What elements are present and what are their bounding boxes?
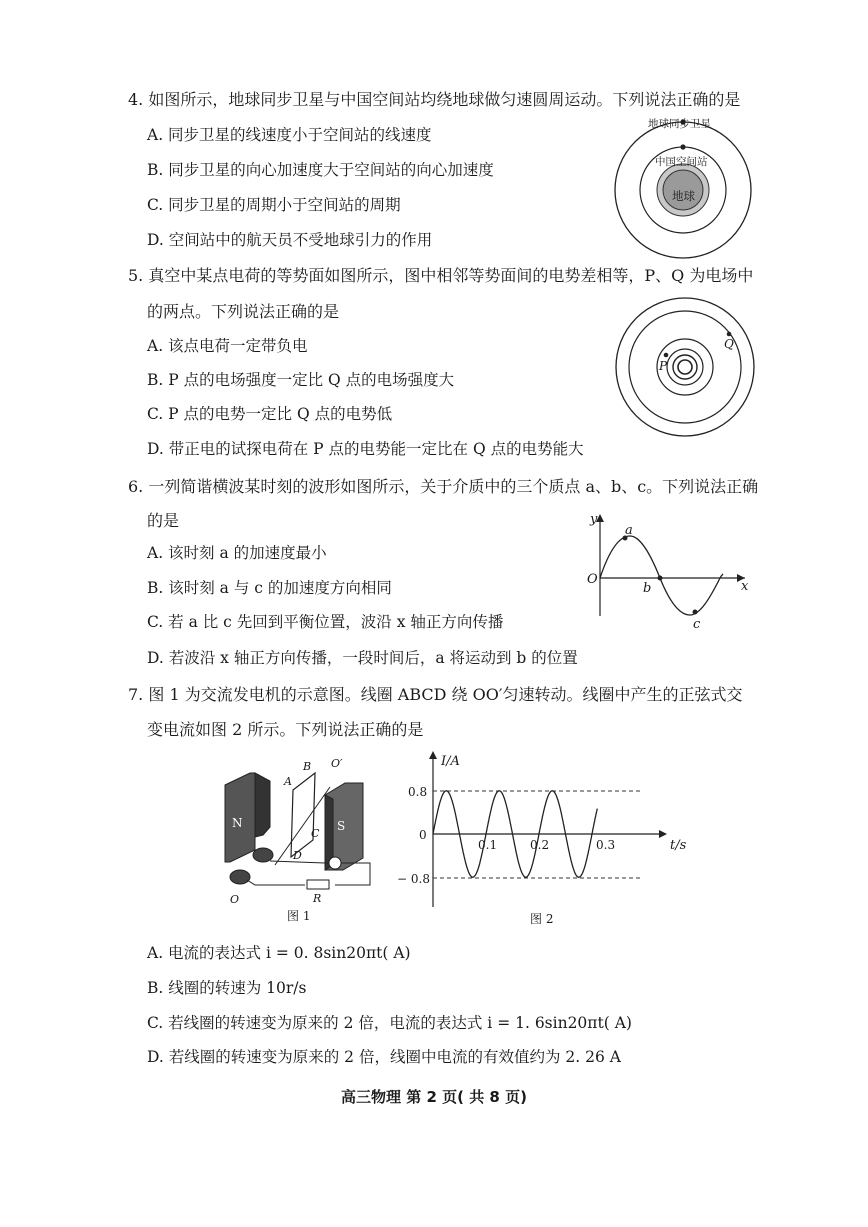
label-s: S	[337, 819, 346, 833]
fig2-caption: 图 2	[530, 912, 554, 926]
q4-option-a: A. 同步卫星的线速度小于空间站的线速度	[147, 126, 432, 144]
ytick-max: 0.8	[408, 785, 428, 799]
q6-stem-2: 的是	[147, 511, 180, 530]
label-sync: 地球同步卫星	[648, 118, 711, 130]
label-x: x	[741, 579, 749, 594]
label-B: B	[303, 760, 312, 773]
label-p: P	[659, 359, 668, 373]
q5-stem-1: 5. 真空中某点电荷的等势面如图所示，图中相邻等势面间的电势差相等，P、Q 为电场中	[128, 266, 754, 285]
label-c: c	[693, 617, 701, 632]
xtick-3: 0.3	[596, 838, 616, 852]
q7-option-c: C. 若线圈的转速变为原来的 2 倍，电流的表达式 i = 1. 6sin20πt( A)	[147, 1014, 632, 1032]
q7-option-a: A. 电流的表达式 i = 0. 8sin20πt( A)	[147, 944, 411, 962]
q5-option-a: A. 该点电荷一定带负电	[147, 337, 308, 355]
ytick-min: − 0.8	[397, 872, 430, 886]
q6-stem-1: 6. 一列简谐横波某时刻的波形如图所示，关于介质中的三个质点 a、b、c。下列说法正确	[128, 477, 759, 496]
point-p	[664, 353, 669, 358]
generator-diagram	[215, 755, 395, 930]
label-n: N	[232, 816, 243, 830]
label-O2: O′	[331, 757, 343, 770]
q5-option-b: B. P 点的电场强度一定比 Q 点的电场强度大	[147, 371, 455, 389]
label-q: Q	[724, 337, 734, 351]
q7-stem-1: 7. 图 1 为交流发电机的示意图。线圈 ABCD 绕 OO′匀速转动。线圈中产生的正弦式交	[128, 685, 743, 704]
q6-option-d: D. 若波沿 x 轴正方向传播，一段时间后，a 将运动到 b 的位置	[147, 649, 578, 667]
q5-option-c: C. P 点的电势一定比 Q 点的电势低	[147, 405, 393, 423]
xtick-1: 0.1	[478, 838, 498, 852]
equipotential-diagram	[612, 292, 762, 442]
q4-option-c: C. 同步卫星的周期小于空间站的周期	[147, 196, 401, 214]
q6-option-a: A. 该时刻 a 的加速度最小	[147, 544, 327, 562]
xtick-2: 0.2	[530, 838, 550, 852]
q7-option-b: B. 线圈的转速为 10r/s	[147, 979, 307, 997]
label-origin: O	[587, 572, 598, 587]
q5-stem-2: 的两点。下列说法正确的是	[147, 302, 340, 321]
page-footer: 高三物理 第 2 页( 共 8 页)	[341, 1088, 527, 1106]
label-a: a	[625, 523, 633, 538]
label-C: C	[311, 827, 320, 840]
label-xlabel: t/s	[670, 838, 687, 853]
wave-diagram	[585, 508, 755, 632]
point-b	[658, 576, 663, 581]
point-q	[727, 332, 732, 337]
label-O: O	[230, 893, 240, 906]
q4-option-b: B. 同步卫星的向心加速度大于空间站的向心加速度	[147, 161, 494, 179]
ytick-zero: 0	[419, 828, 427, 842]
q6-option-c: C. 若 a 比 c 先回到平衡位置，波沿 x 轴正方向传播	[147, 613, 504, 631]
label-y: y	[590, 512, 598, 527]
label-R: R	[313, 892, 322, 905]
station-dot	[680, 144, 685, 149]
label-earth: 地球	[672, 189, 695, 203]
fig1-caption: 图 1	[287, 909, 311, 923]
q5-option-d: D. 带正电的试探电荷在 P 点的电势能一定比在 Q 点的电势能大	[147, 440, 584, 458]
label-A: A	[284, 775, 292, 788]
q4-option-d: D. 空间站中的航天员不受地球引力的作用	[147, 231, 433, 249]
label-b: b	[643, 581, 652, 596]
label-station: 中国空间站	[655, 156, 708, 168]
orbit-diagram	[610, 110, 760, 262]
q7-stem-2: 变电流如图 2 所示。下列说法正确的是	[147, 720, 424, 739]
current-graph	[395, 745, 695, 935]
label-ylabel: I/A	[441, 754, 460, 769]
point-c	[693, 610, 698, 615]
q4-stem: 4. 如图所示，地球同步卫星与中国空间站均绕地球做匀速圆周运动。下列说法正确的是	[128, 90, 741, 109]
q7-option-d: D. 若线圈的转速变为原来的 2 倍，线圈中电流的有效值约为 2. 26 A	[147, 1048, 621, 1066]
q6-option-b: B. 该时刻 a 与 c 的加速度方向相同	[147, 579, 392, 597]
label-D: D	[293, 849, 302, 862]
